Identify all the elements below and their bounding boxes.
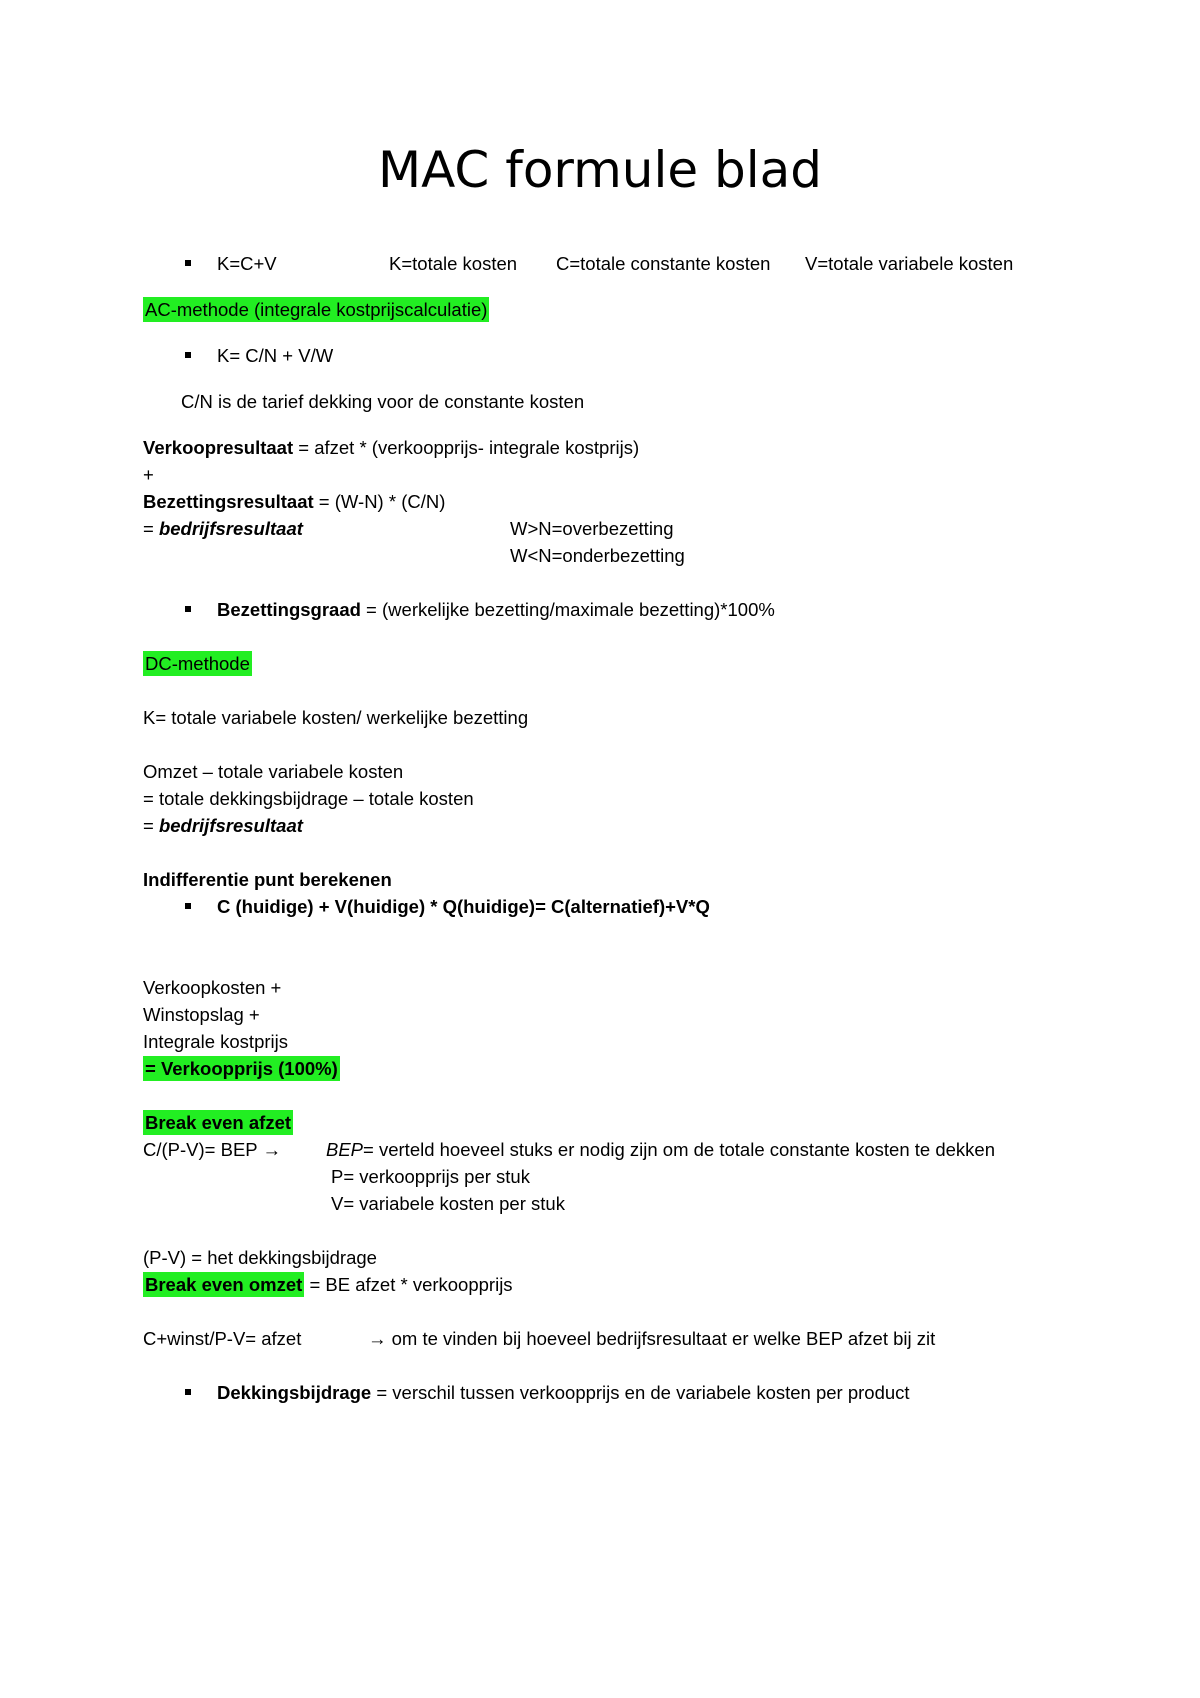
bullet-icon [185,1389,191,1395]
winst-note-line [368,1326,935,1352]
break-even-omzet-line [143,1272,513,1298]
winst-note: om te vinden bij hoeveel bedrijfsresultaat er welke BEP afzet bij zit [386,1328,936,1349]
bezettingsresultaat-label: Bezettingsresultaat [143,491,314,512]
arrow-right-icon: → [368,1328,387,1349]
def-c: C=totale constante kosten [556,253,771,274]
bedrijfsresultaat-label: bedrijfsresultaat [158,815,303,836]
bep-label: BEP [326,1139,364,1160]
break-even-heading [143,1110,293,1136]
bullet-icon [185,260,191,266]
plus-sign: + [143,464,154,485]
bullet-icon [185,606,191,612]
p-definition: P= verkoopprijs per stuk [331,1166,530,1187]
highlight: = Verkoopprijs (100%) [145,1058,338,1079]
bullet-icon [185,352,191,358]
indifferentie-heading: Indifferentie punt berekenen [143,869,392,890]
def-k: K=totale kosten [389,253,518,274]
winst-formula: C+winst/P-V= afzet [143,1328,302,1349]
bep-formula: C/(P-V)= BEP [143,1139,263,1160]
winstopslag-line: Winstopslag + [143,1004,260,1025]
bezettingsresultaat-line [143,489,445,515]
bep-text: = verteld hoeveel stuks er nodig zijn om de totale constante kosten te dekken [363,1139,995,1160]
bezettingsgraad-line [217,597,775,623]
highlight: DC-methode [145,653,250,674]
dc-method-heading [143,651,252,677]
dekkingsbijdrage-label: Dekkingsbijdrage [217,1382,372,1403]
verkoopresultaat-formula: = afzet * (verkoopprijs- integrale kostprijs) [293,437,640,458]
dekkingsbijdrage-line [217,1380,910,1406]
highlight: Break even omzet [145,1274,303,1295]
equals-sign: = [143,518,159,539]
verkoopprijs-result [143,1056,340,1082]
verkoopresultaat-label: Verkoopresultaat [143,437,294,458]
pv-line: (P-V) = het dekkingsbijdrage [143,1247,377,1268]
ac-method-heading [143,297,489,323]
ac-formula: K= C/N + V/W [217,345,334,366]
bedrijfsresultaat-line [143,516,303,542]
omzet-line: Omzet – totale variabele kosten [143,761,404,782]
break-even-omzet-formula: = BE afzet * verkoopprijs [304,1274,513,1295]
verkoopresultaat-line [143,435,639,461]
bullet-icon [185,903,191,909]
indifferentie-formula: C (huidige) + V(huidige) * Q(huidige)= C(alternatief)+V*Q [217,896,710,917]
integrale-kostprijs-line: Integrale kostprijs [143,1031,288,1052]
dc-formula: K= totale variabele kosten/ werkelijke bezetting [143,707,529,728]
formula-kcv: K=C+V [217,253,277,274]
dekking-line: = totale dekkingsbijdrage – totale kosten [143,788,474,809]
v-definition: V= variabele kosten per stuk [331,1193,565,1214]
def-v: V=totale variabele kosten [805,253,1014,274]
arrow-right-icon: → [262,1139,281,1160]
bedrijfsresultaat-label: bedrijfsresultaat [158,518,303,539]
highlight: AC-methode (integrale kostprijscalculatie) [145,299,488,320]
bep-formula-line [143,1137,281,1163]
overbezetting: W>N=overbezetting [510,518,674,539]
bezettingsresultaat-formula: = (W-N) * (C/N) [313,491,446,512]
verkoopkosten-line: Verkoopkosten + [143,977,282,998]
bezettingsgraad-label: Bezettingsgraad [217,599,361,620]
dekkingsbijdrage-definition: = verschil tussen verkoopprijs en de variabele kosten per product [371,1382,910,1403]
bep-definition [326,1137,995,1163]
highlight: Break even afzet [145,1112,292,1133]
bezettingsgraad-formula: = (werkelijke bezetting/maximale bezetting)*100% [360,599,775,620]
ac-note: C/N is de tarief dekking voor de constante kosten [181,391,585,412]
onderbezetting: W<N=onderbezetting [510,545,685,566]
equals-sign: = [143,815,159,836]
page-title: MAC formule blad [377,141,823,199]
dc-bedrijfsresultaat-line [143,813,303,839]
